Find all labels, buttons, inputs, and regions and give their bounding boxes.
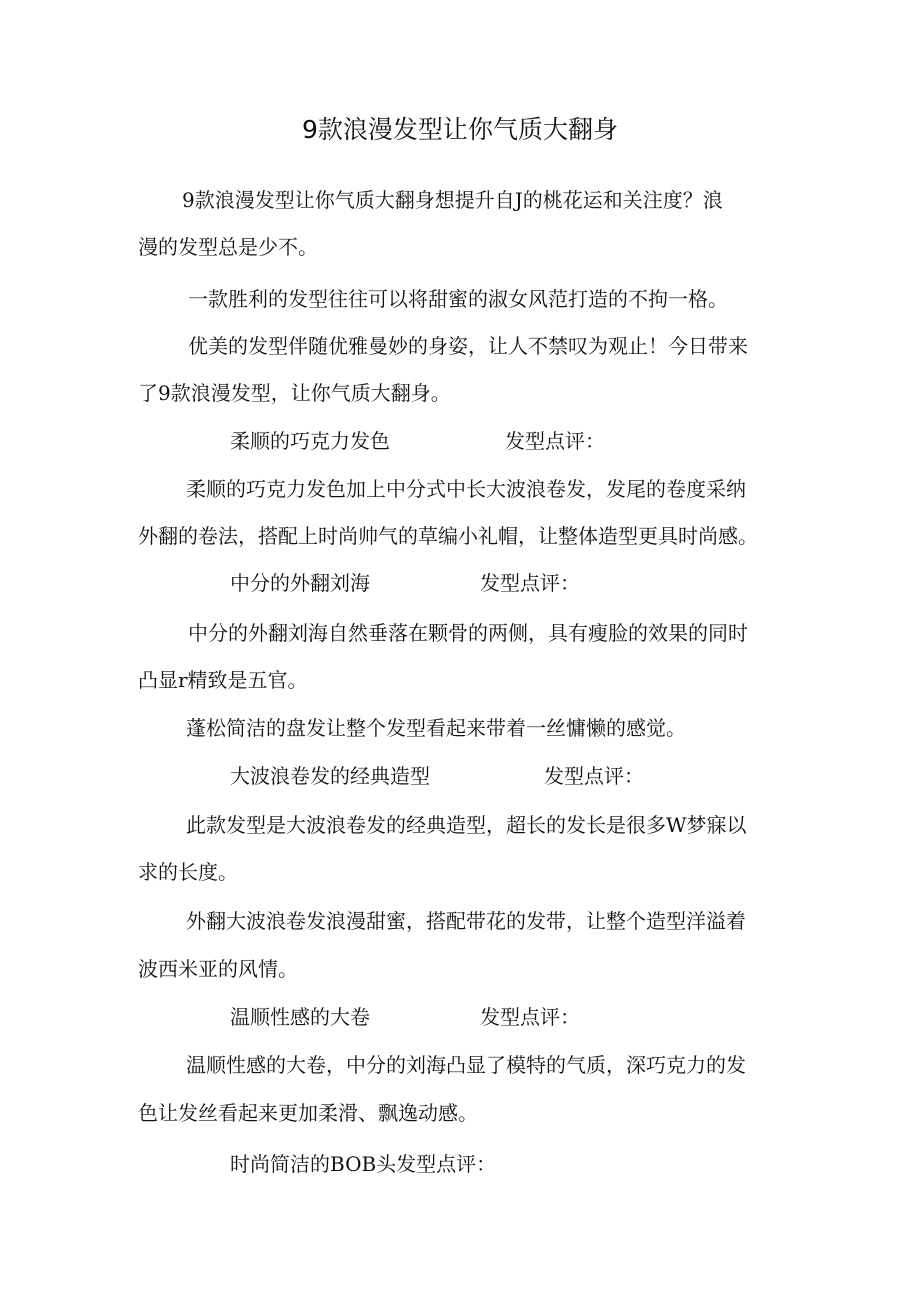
review-label: 发型点评： (505, 429, 605, 453)
intro-paragraph-1-line-1: 9款浪漫发型让你气质大翻身想提升自J的桃花运和关注度？浪 (182, 188, 723, 212)
section-2-paragraph-1-line-2: 凸显r精致是五官。 (138, 668, 308, 692)
section-5-heading-row (230, 1150, 496, 1178)
section-3-paragraph-1-line-2: 求的长度。 (138, 860, 238, 884)
intro-paragraph-1-line-2: 漫的发型总是少不。 (138, 235, 318, 259)
section-2-paragraph-1-line-1: 中分的外翻刘海自然垂落在颗骨的两侧，具有瘦脸的效果的同时 (188, 621, 748, 645)
section-3-paragraph-2-line-2: 波西米亚的风情。 (138, 957, 298, 981)
intro-paragraph-3-line-1: 优美的发型伴随优雅曼妙的身姿，让人不禁叹为观止！今日带来 (188, 334, 748, 358)
review-label: 发型点评： (480, 1005, 580, 1029)
section-4-paragraph-1-line-2: 色让发丝看起来更加柔滑、飘逸动感。 (138, 1101, 478, 1125)
section-heading: 时尚简洁的BOB头发型点评： (230, 1152, 497, 1176)
section-1-paragraph-1-line-2: 外翻的卷法，搭配上时尚帅气的草编小礼帽，让整体造型更具时尚感。 (138, 524, 758, 548)
section-4-heading-row (230, 1003, 580, 1031)
review-label: 发型点评： (544, 764, 644, 788)
intro-paragraph-2-line-1: 一款胜利的发型往往可以将甜蜜的淑女风范打造的不拘一格。 (188, 287, 728, 311)
document-title: 9款浪漫发型让你气质大翻身 (302, 115, 618, 144)
section-4-paragraph-1-line-1: 温顺性感的大卷，中分的刘海凸显了模特的气质，深巧克力的发 (186, 1053, 746, 1077)
review-label: 发型点评： (480, 571, 580, 595)
section-3-paragraph-2-line-1: 外翻大波浪卷发浪漫甜蜜，搭配带花的发带，让整个造型洋溢着 (186, 909, 746, 933)
section-3-paragraph-1-line-1: 此款发型是大波浪卷发的经典造型，超长的发长是很多W梦寐以 (186, 813, 747, 837)
section-2-heading-row (230, 569, 580, 597)
section-1-paragraph-1-line-1: 柔顺的巧克力发色加上中分式中长大波浪卷发，发尾的卷度采纳 (186, 477, 746, 501)
section-3-heading-row (230, 762, 644, 790)
section-heading: 中分的外翻刘海 (230, 571, 370, 595)
section-heading: 柔顺的巧克力发色 (230, 429, 390, 453)
section-heading: 大波浪卷发的经典造型 (230, 764, 430, 788)
section-heading: 温顺性感的大卷 (230, 1005, 370, 1029)
intro-paragraph-3-line-2: 了9款浪漫发型，让你气质大翻身。 (138, 381, 451, 405)
section-2-paragraph-2-line-1: 蓬松简洁的盘发让整个发型看起来带着一丝慵懒的感觉。 (186, 716, 686, 740)
section-1-heading-row (230, 427, 605, 455)
